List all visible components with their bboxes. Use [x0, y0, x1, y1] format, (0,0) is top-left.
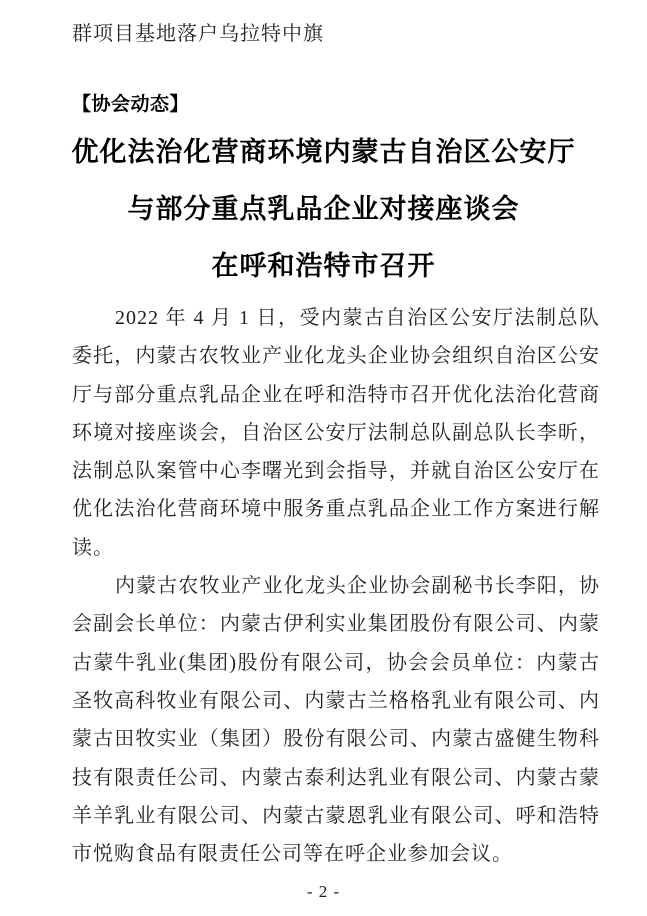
article-title-line-3: 在呼和浩特市召开 [211, 251, 436, 281]
article-body [72, 299, 600, 873]
article-title [0, 124, 647, 295]
section-heading: 【协会动态】 [72, 94, 190, 115]
body-paragraph-2: 内蒙古农牧业产业化龙头企业协会副秘书长李阳，协会副会长单位：内蒙古伊利实业集团股份有限公司、内蒙古蒙牛乳业(集团)股份有限公司，协会会员单位：内蒙古圣牧高科牧业有限公司、内蒙古兰格格乳业有限公司、内蒙古田牧实业（集团）股份有限公司、内蒙古盛健生物科技有限责任公司、内蒙古泰利达乳业有限公司、内蒙古蒙羊羊乳业有限公司、内蒙古蒙恩乳业有限公司、呼和浩特市悦购食品有限责任公司等在呼企业参加会议。 [72, 575, 600, 866]
body-paragraph-1: 2022 年 4 月 1 日，受内蒙古自治区公安厅法制总队委托，内蒙古农牧业产业化龙头企业协会组织自治区公安厅与部分重点乳品企业在呼和浩特市召开优化法治化营商环境对接座谈会，自治区公安厅法制总队副总队长李昕，法制总队案管中心李曙光到会指导，并就自治区公安厅在优化法治化营商环境中服务重点乳品企业工作方案进行解读。 [72, 307, 600, 559]
article-title-line-1: 优化法治化营商环境内蒙古自治区公安厅 [71, 137, 576, 167]
continuation-text: 群项目基地落户乌拉特中旗 [72, 23, 324, 45]
page-number: - 2 - [306, 882, 341, 902]
article-title-line-2: 与部分重点乳品企业对接座谈会 [127, 194, 520, 224]
